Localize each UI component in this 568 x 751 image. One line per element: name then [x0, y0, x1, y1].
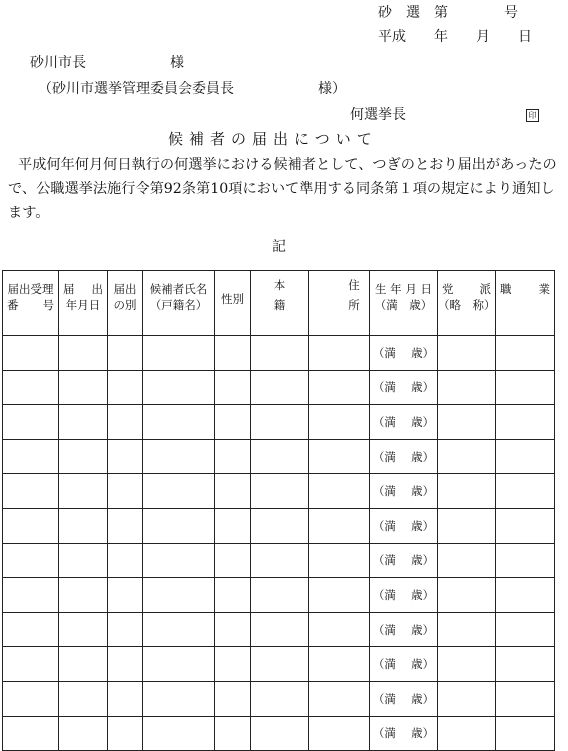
table-cell[interactable] — [309, 578, 370, 613]
table-cell[interactable] — [3, 474, 59, 509]
table-cell[interactable] — [108, 647, 143, 682]
table-cell[interactable] — [108, 681, 143, 716]
table-cell[interactable] — [59, 439, 108, 474]
table-cell[interactable] — [108, 336, 143, 371]
col-gender: 性別 — [215, 271, 251, 336]
table-cell[interactable] — [215, 647, 251, 682]
table-cell[interactable] — [143, 405, 215, 440]
age-cell[interactable]: （満 歳） — [370, 336, 438, 371]
table-cell[interactable] — [251, 543, 309, 578]
table-cell[interactable] — [309, 474, 370, 509]
table-row — [3, 370, 555, 405]
table-cell[interactable] — [251, 370, 309, 405]
table-cell[interactable] — [143, 439, 215, 474]
table-cell[interactable] — [108, 474, 143, 509]
table-cell[interactable] — [309, 439, 370, 474]
table-cell[interactable] — [215, 578, 251, 613]
col-address: 住 所 — [309, 271, 370, 336]
table-cell[interactable] — [143, 543, 215, 578]
table-cell[interactable] — [59, 578, 108, 613]
table-cell[interactable] — [59, 647, 108, 682]
table-cell[interactable] — [309, 508, 370, 543]
table-cell[interactable] — [59, 716, 108, 751]
table-cell[interactable] — [496, 439, 555, 474]
table-cell[interactable] — [309, 681, 370, 716]
table-cell[interactable] — [215, 370, 251, 405]
table-cell[interactable] — [251, 439, 309, 474]
table-cell[interactable] — [215, 681, 251, 716]
table-cell[interactable] — [143, 370, 215, 405]
table-cell[interactable] — [3, 716, 59, 751]
ki-heading: 記 — [272, 239, 286, 255]
table-cell[interactable] — [108, 578, 143, 613]
table-cell[interactable] — [143, 474, 215, 509]
document-number: 砂 選 第 号 — [378, 5, 518, 21]
table-cell[interactable] — [215, 543, 251, 578]
table-cell[interactable] — [215, 612, 251, 647]
age-cell[interactable]: （満 歳） — [370, 370, 438, 405]
table-cell[interactable] — [438, 612, 496, 647]
table-cell[interactable] — [59, 336, 108, 371]
table-cell[interactable] — [251, 716, 309, 751]
table-cell[interactable] — [108, 543, 143, 578]
table-row — [3, 439, 555, 474]
table-cell[interactable] — [496, 543, 555, 578]
table-cell[interactable] — [3, 681, 59, 716]
table-cell[interactable] — [251, 681, 309, 716]
table-cell[interactable] — [496, 474, 555, 509]
table-cell[interactable] — [496, 681, 555, 716]
col-submission-type: 届出 の別 — [108, 271, 143, 336]
table-cell[interactable] — [438, 336, 496, 371]
table-cell[interactable] — [215, 474, 251, 509]
table-cell[interactable] — [215, 716, 251, 751]
table-cell[interactable] — [438, 508, 496, 543]
table-cell[interactable] — [438, 716, 496, 751]
table-cell[interactable] — [438, 439, 496, 474]
table-cell[interactable] — [496, 405, 555, 440]
table-cell[interactable] — [3, 439, 59, 474]
table-cell[interactable] — [251, 508, 309, 543]
col-candidate-name: 候補者氏名 （戸籍名） — [143, 271, 215, 336]
table-cell[interactable] — [59, 474, 108, 509]
table-cell[interactable] — [496, 370, 555, 405]
table-cell[interactable] — [59, 405, 108, 440]
table-cell[interactable] — [3, 578, 59, 613]
col-receipt-number: 届出受理 番 号 — [3, 271, 59, 336]
age-cell[interactable]: （満 歳） — [370, 543, 438, 578]
table-cell[interactable] — [59, 681, 108, 716]
table-cell[interactable] — [309, 543, 370, 578]
table-cell[interactable] — [108, 508, 143, 543]
table-cell[interactable] — [3, 370, 59, 405]
age-cell[interactable]: （満 歳） — [370, 439, 438, 474]
table-cell[interactable] — [309, 405, 370, 440]
table-cell[interactable] — [496, 612, 555, 647]
table-cell[interactable] — [496, 508, 555, 543]
table-cell[interactable] — [3, 612, 59, 647]
table-cell[interactable] — [3, 405, 59, 440]
table-cell[interactable] — [215, 508, 251, 543]
table-cell[interactable] — [3, 336, 59, 371]
table-cell[interactable] — [438, 370, 496, 405]
table-cell[interactable] — [3, 508, 59, 543]
table-row — [3, 647, 555, 682]
table-cell[interactable] — [143, 336, 215, 371]
table-cell[interactable] — [108, 612, 143, 647]
table-cell[interactable] — [215, 405, 251, 440]
table-cell[interactable] — [59, 612, 108, 647]
table-cell[interactable] — [108, 405, 143, 440]
col-occupation: 職 業 — [496, 271, 555, 336]
table-cell[interactable] — [309, 336, 370, 371]
candidate-table — [2, 270, 555, 751]
table-cell[interactable] — [496, 647, 555, 682]
sender-label: 何選挙長 — [350, 107, 406, 123]
col-party: 党 派 （略 称） — [438, 271, 496, 336]
table-row — [3, 405, 555, 440]
table-cell[interactable] — [251, 336, 309, 371]
table-row — [3, 612, 555, 647]
recipient-committee-chair: （砂川市選挙管理委員会委員長 様） — [38, 81, 346, 97]
table-cell[interactable] — [108, 716, 143, 751]
col-domicile: 本 籍 — [251, 271, 309, 336]
table-header-row — [3, 271, 555, 336]
table-cell[interactable] — [438, 681, 496, 716]
table-cell[interactable] — [251, 612, 309, 647]
seal-icon: 印 — [526, 106, 539, 122]
table-cell[interactable] — [496, 336, 555, 371]
table-cell[interactable] — [59, 370, 108, 405]
table-row — [3, 336, 555, 371]
document-date: 平成 年 月 日 — [378, 29, 532, 45]
table-row — [3, 681, 555, 716]
table-cell[interactable] — [309, 647, 370, 682]
table-cell[interactable] — [251, 647, 309, 682]
table-cell[interactable] — [215, 439, 251, 474]
table-cell[interactable] — [108, 370, 143, 405]
table-cell[interactable] — [438, 578, 496, 613]
table-row — [3, 578, 555, 613]
age-cell[interactable]: （満 歳） — [370, 681, 438, 716]
table-cell[interactable] — [496, 716, 555, 751]
table-cell[interactable] — [59, 543, 108, 578]
table-cell[interactable] — [108, 439, 143, 474]
age-cell[interactable]: （満 歳） — [370, 405, 438, 440]
body-text: 平成何年何月何日執行の何選挙における候補者として、つぎのとおり届出があったので、公職選挙法施行令第92条第10項において準用する同条第１項の規定により通知します。 — [8, 157, 557, 221]
table-cell[interactable] — [438, 405, 496, 440]
age-cell[interactable]: （満 歳） — [370, 647, 438, 682]
table-cell[interactable] — [143, 716, 215, 751]
table-cell[interactable] — [143, 681, 215, 716]
table-cell[interactable] — [251, 405, 309, 440]
table-row — [3, 543, 555, 578]
age-cell[interactable]: （満 歳） — [370, 716, 438, 751]
table-cell[interactable] — [251, 474, 309, 509]
table-cell[interactable] — [309, 370, 370, 405]
table-cell[interactable] — [143, 578, 215, 613]
age-cell[interactable]: （満 歳） — [370, 612, 438, 647]
table-cell[interactable] — [438, 647, 496, 682]
table-cell[interactable] — [309, 716, 370, 751]
table-cell[interactable] — [438, 543, 496, 578]
table-cell[interactable] — [496, 578, 555, 613]
table-cell[interactable] — [143, 647, 215, 682]
table-cell[interactable] — [3, 647, 59, 682]
col-birthdate: 生 年 月 日 （満 歳） — [370, 271, 438, 336]
recipient-mayor: 砂川市長 様 — [30, 55, 184, 71]
table-row — [3, 716, 555, 751]
table-cell[interactable] — [143, 612, 215, 647]
document-title: 候補者の届出について — [168, 130, 378, 148]
table-cell[interactable] — [143, 508, 215, 543]
table-cell[interactable] — [309, 612, 370, 647]
col-submission-date: 届 出 年月日 — [59, 271, 108, 336]
table-cell[interactable] — [251, 578, 309, 613]
table-cell[interactable] — [3, 543, 59, 578]
table-cell[interactable] — [215, 336, 251, 371]
age-cell[interactable]: （満 歳） — [370, 474, 438, 509]
table-cell[interactable] — [59, 508, 108, 543]
table-row — [3, 508, 555, 543]
table-row — [3, 474, 555, 509]
age-cell[interactable]: （満 歳） — [370, 508, 438, 543]
table-cell[interactable] — [438, 474, 496, 509]
age-cell[interactable]: （満 歳） — [370, 578, 438, 613]
